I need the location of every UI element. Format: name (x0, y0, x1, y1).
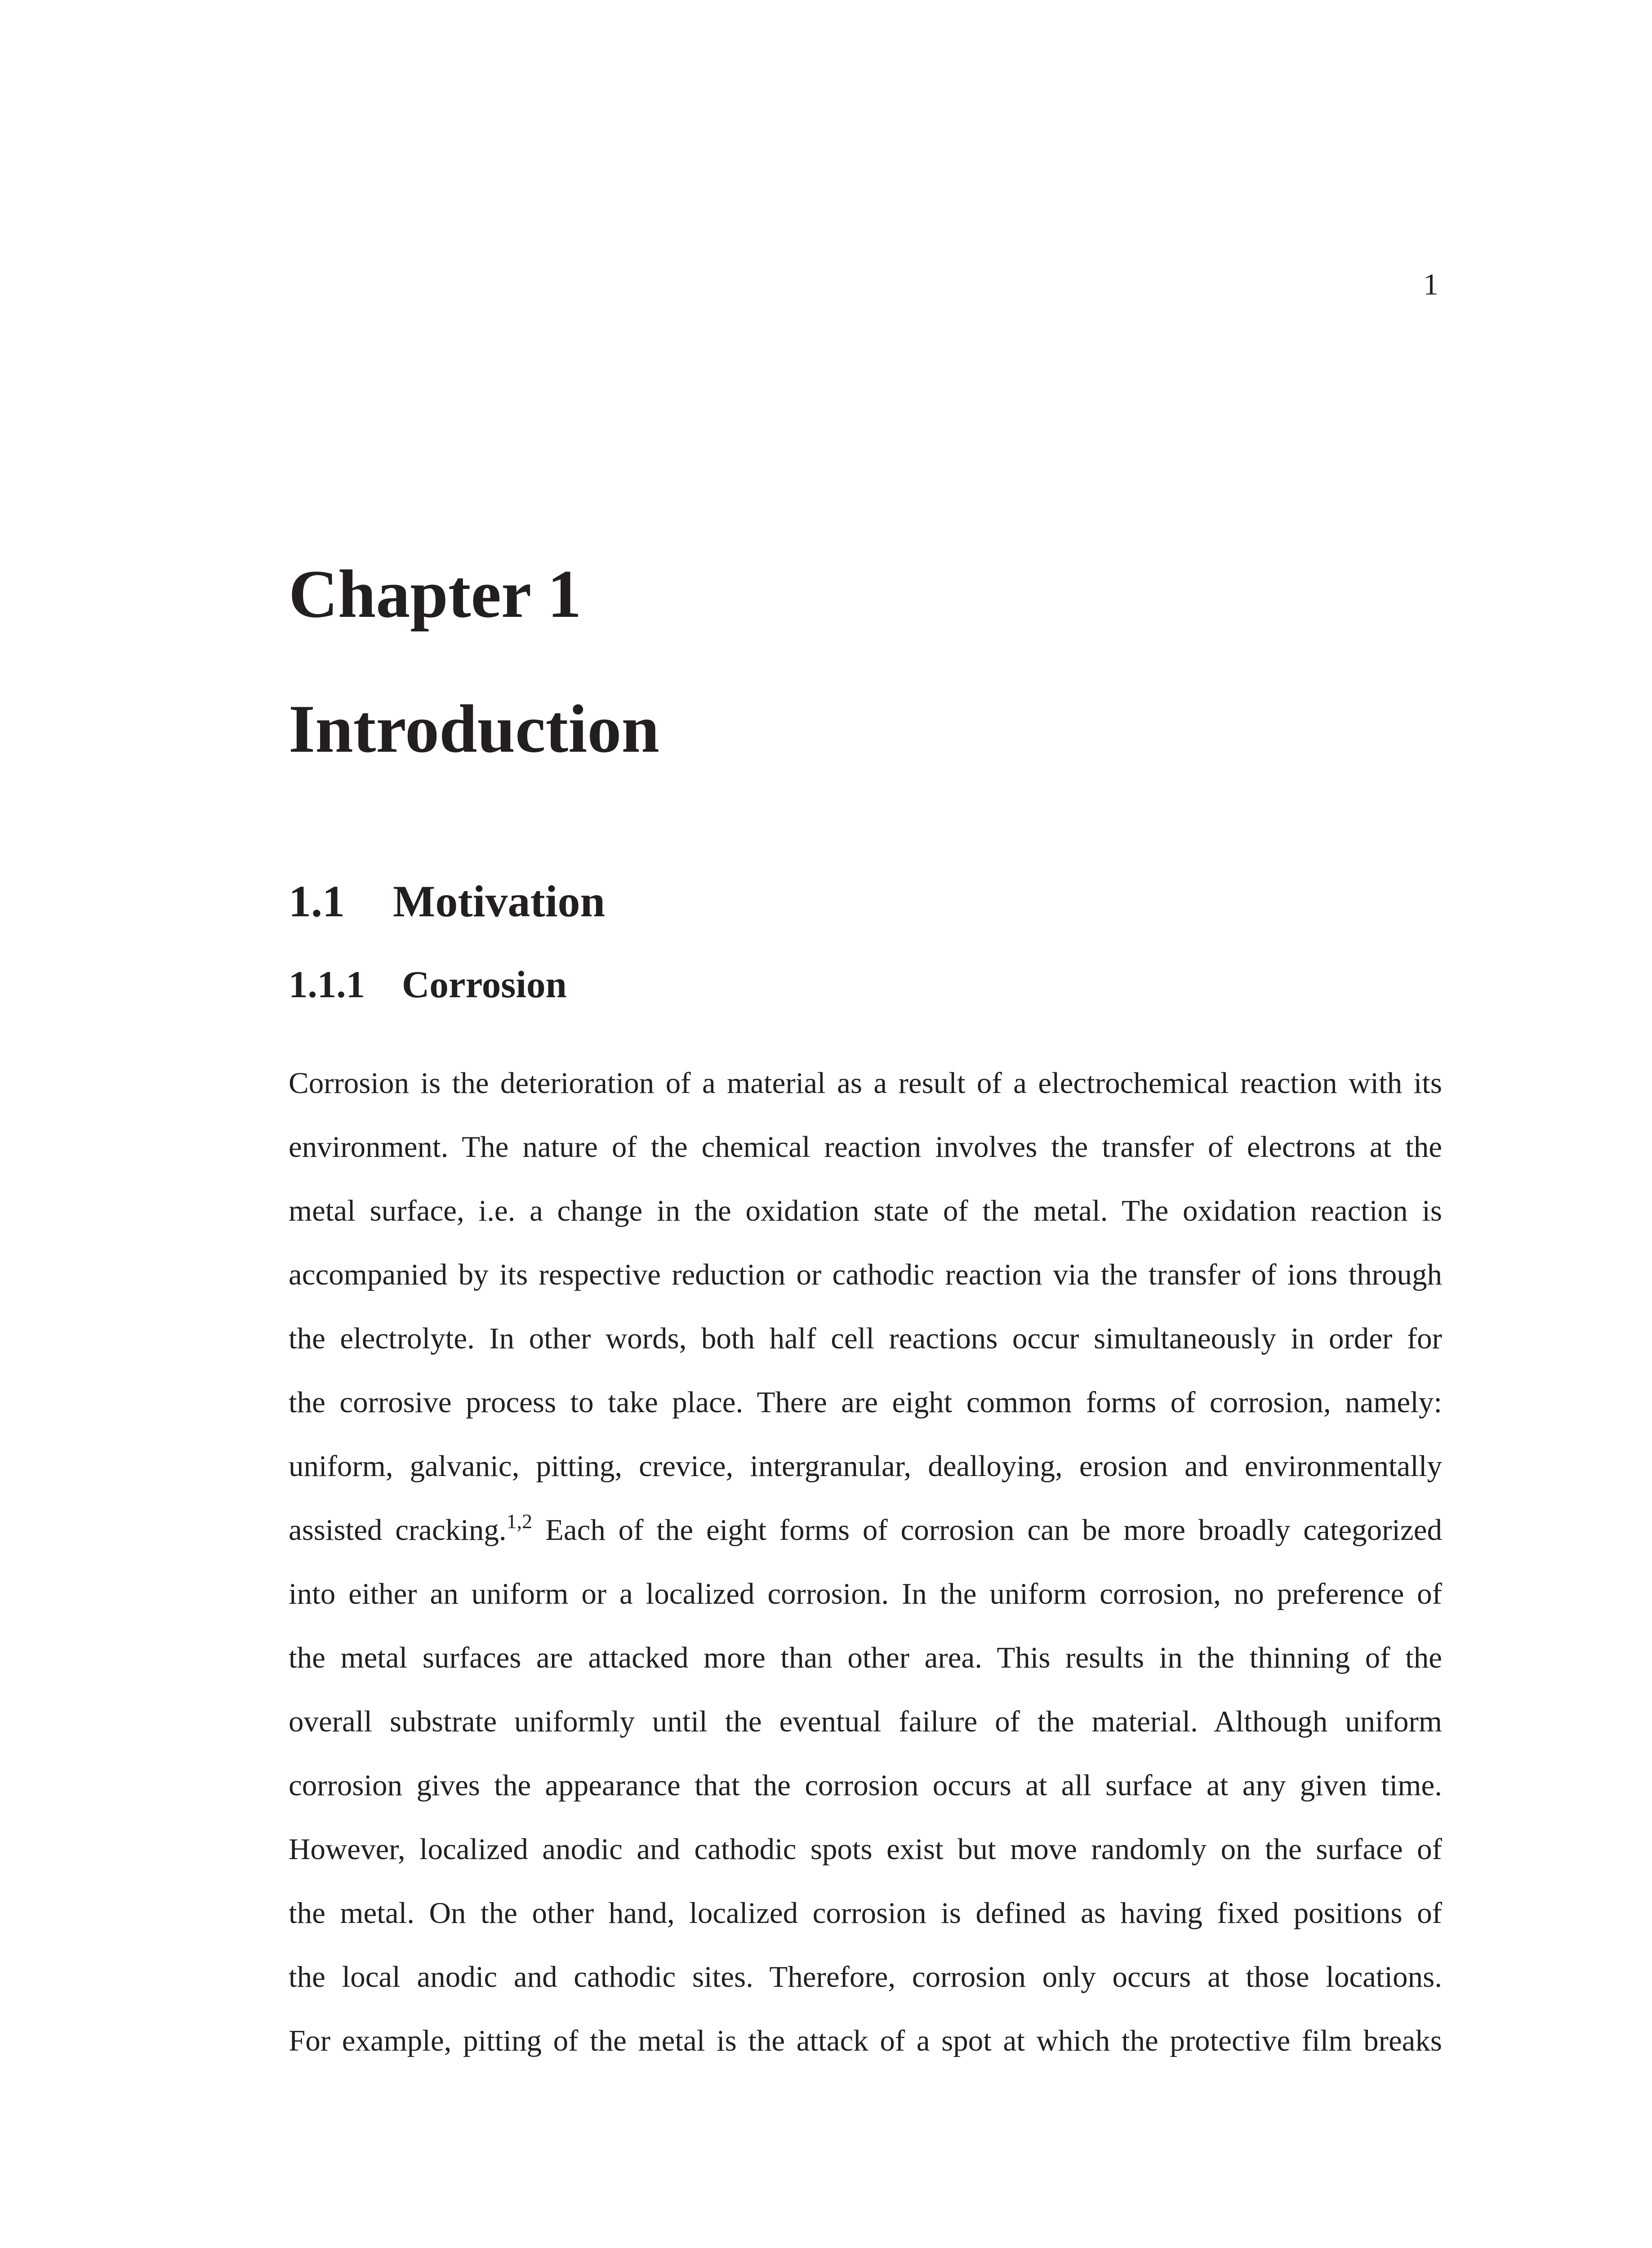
text-line: overall substrate uniformly until the eventual failure of the material. Although uniform (289, 1705, 1442, 1738)
text-line: However, localized anodic and cathodic spots exist but move randomly on the surface of (289, 1833, 1442, 1866)
text-line: into either an uniform or a localized corrosion. In the uniform corrosion, no preference of (289, 1577, 1442, 1610)
text-segment: Each of the eight forms of corrosion can be more broadly categorized (532, 1513, 1442, 1547)
section-heading (289, 876, 606, 926)
text-segment: assisted cracking. (289, 1513, 507, 1547)
text-line: corrosion gives the appearance that the corrosion occurs at all surface at any given time. (289, 1769, 1442, 1802)
section-number: 1.1 (289, 876, 345, 926)
page-number: 1 (1423, 267, 1438, 301)
subsection-number: 1.1.1 (289, 963, 365, 1006)
chapter-title: Introduction (289, 691, 659, 767)
text-line: For example, pitting of the metal is the attack of a spot at which the protective film breaks (289, 2024, 1442, 2057)
text-line: uniform, galvanic, pitting, crevice, intergranular, dealloying, erosion and environmentally (289, 1450, 1442, 1483)
text-line: metal surface, i.e. a change in the oxidation state of the metal. The oxidation reaction is (289, 1194, 1442, 1227)
body-paragraph (289, 1051, 1442, 2073)
text-line: the metal. On the other hand, localized corrosion is defined as having fixed positions of (289, 1896, 1442, 1930)
text-line-with-citation (289, 1498, 1442, 1562)
text-line: the local anodic and cathodic sites. Therefore, corrosion only occurs at those locations. (289, 1960, 1442, 1994)
text-line: Corrosion is the deterioration of a material as a result of a electrochemical reaction with its (289, 1066, 1442, 1100)
subsection-heading (289, 963, 567, 1006)
citation-superscript: 1,2 (506, 1510, 533, 1533)
text-line: the metal surfaces are attacked more than other area. This results in the thinning of the (289, 1641, 1442, 1674)
section-title: Motivation (393, 876, 606, 926)
text-line: the electrolyte. In other words, both half cell reactions occur simultaneously in order for (289, 1322, 1442, 1355)
subsection-title: Corrosion (402, 963, 567, 1006)
text-line: accompanied by its respective reduction or cathodic reaction via the transfer of ions through (289, 1258, 1442, 1291)
text-line: environment. The nature of the chemical reaction involves the transfer of electrons at the (289, 1130, 1442, 1164)
text-line: the corrosive process to take place. There are eight common forms of corrosion, namely: (289, 1386, 1442, 1419)
chapter-label: Chapter 1 (289, 556, 582, 632)
